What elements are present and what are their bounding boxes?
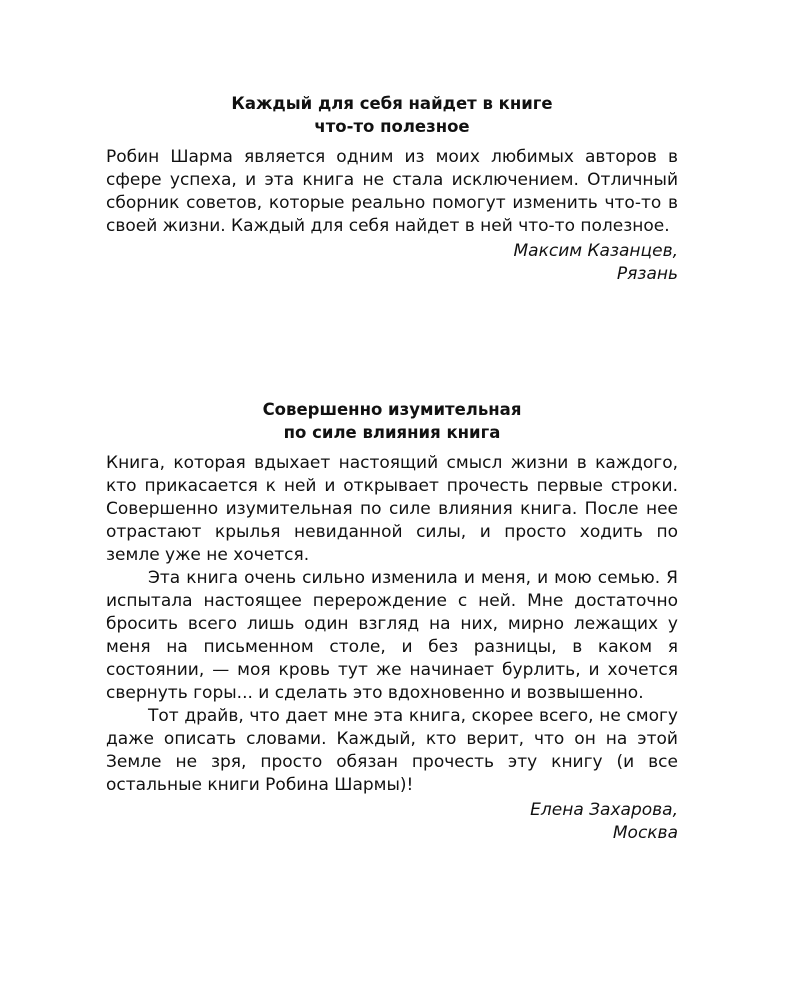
review-title-line: Совершенно изумительная — [262, 400, 522, 419]
review-author: Елена Захарова, — [530, 800, 678, 820]
review-title-line: что-то полезное — [314, 117, 470, 136]
review-block — [106, 92, 678, 286]
review-signature — [106, 799, 678, 845]
review-paragraph: Книга, которая вдыхает настоящий смысл жизни в каждого, кто прикасается к ней и открывает прочесть первые строки. Совершенно изумительная по силе влияния книга. После нее отрастают крылья невиданной силы, и просто ходить по земле уже не хочется. — [106, 453, 678, 565]
review-paragraph: Робин Шарма является одним из моих любимых авторов в сфере успеха, и эта книга не стала исключением. Отличный сборник советов, которые реально помогут изменить что-то в своей жизни. Каждый для себя найдет в ней что-то полезное. — [106, 147, 678, 236]
review-city: Москва — [612, 823, 678, 843]
review-title — [106, 398, 678, 444]
review-paragraph: Эта книга очень сильно изменила и меня, и мою семью. Я испытала настоящее перерождение с ней. Мне достаточно бросить всего лишь один взгляд на них, мирно лежащих у меня на письменном столе, и без разницы, в каком я состоянии, — моя кровь тут же начинает бурлить, и хочется свернуть горы... и сделать это вдохновенно и возвышенно. — [106, 568, 678, 703]
review-title-line: Каждый для себя найдет в книге — [231, 94, 553, 113]
review-signature — [106, 240, 678, 286]
review-author: Максим Казанцев, — [513, 241, 678, 261]
review-block — [106, 398, 678, 845]
review-title-line: по силе влияния книга — [283, 423, 501, 442]
review-paragraph: Тот драйв, что дает мне эта книга, скорее всего, не смогу даже описать словами. Каждый, кто верит, что он на этой Земле не зря, просто обязан прочесть эту книгу (и все остальные книги Робина Шармы)! — [106, 706, 678, 795]
review-city: Рязань — [616, 264, 678, 284]
review-title — [106, 92, 678, 138]
